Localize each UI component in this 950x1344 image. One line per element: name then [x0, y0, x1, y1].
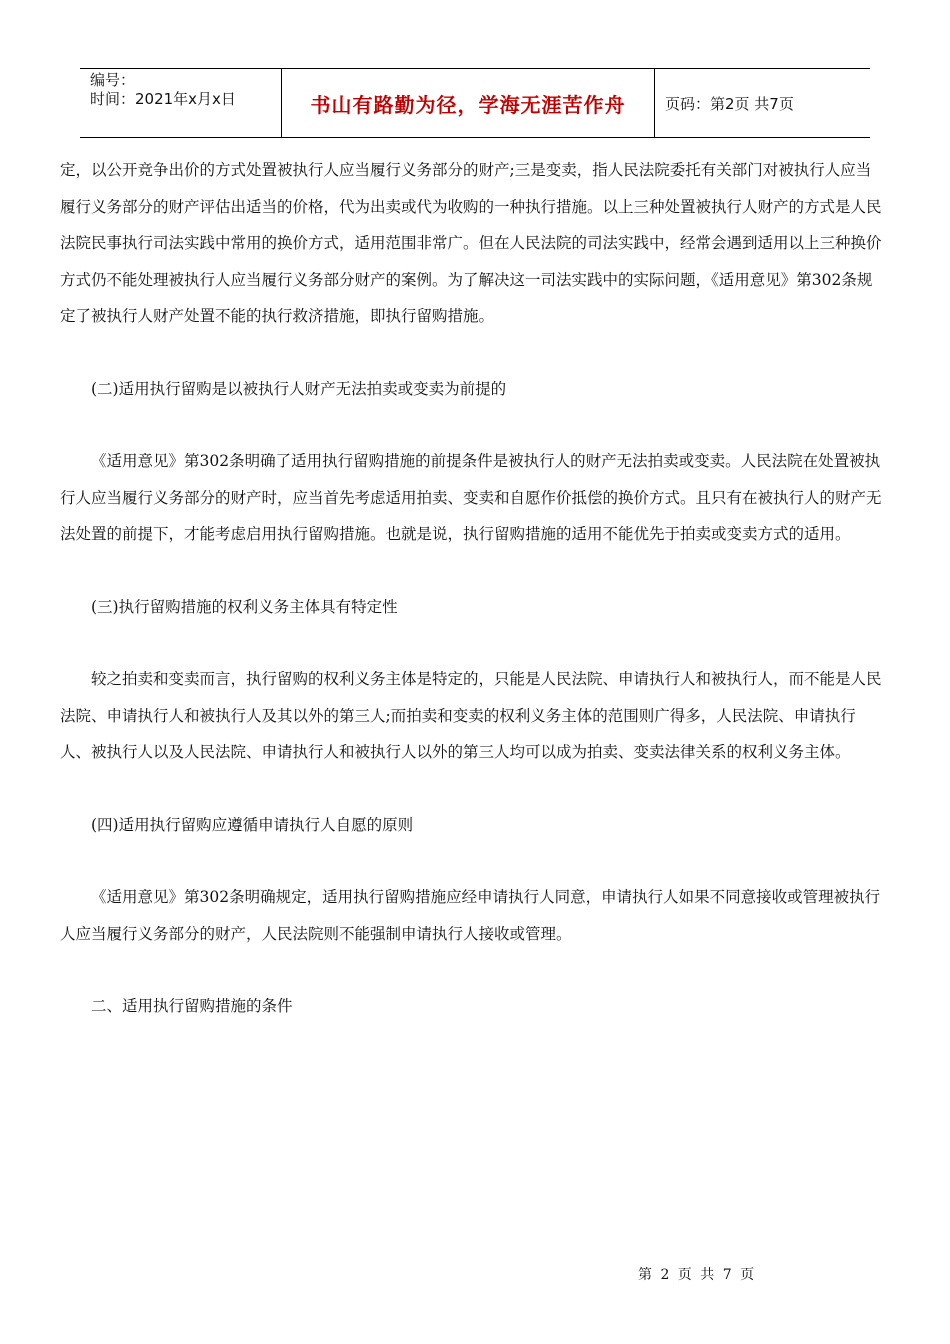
section-heading-3: (三)执行留购措施的权利义务主体具有特定性 — [91, 597, 398, 616]
section-heading-4: (四)适用执行留购应遵循申请执行人自愿的原则 — [91, 815, 414, 834]
header-meta — [80, 69, 282, 137]
page-footer: 第 2 页 共 7 页 — [638, 1267, 757, 1283]
header-page-label: 页码：第2页 共7页 — [665, 94, 794, 113]
document-body — [60, 152, 882, 1025]
body-paragraph-1: 定，以公开竞争出价的方式处置被执行人应当履行义务部分的财产;三是变卖，指人民法院委托有关部门对被执行人应当履行义务部分的财产评估出适当的价格，代为出卖或代为收购的一种执行措施。以上三种处置被执行人财产的方式是人民法院民事执行司法实践中常用的换价方式，适用范围非常广。但在人民法院的司法实践中，经常会遇到适用以上三种换价方式仍不能处理被执行人应当履行义务部分财产的案例。为了解决这一司法实践中的实际问题，《适用意见》第302条规定了被执行人财产处置不能的执行救济措施，即执行留购措施。 — [60, 161, 882, 325]
document-number-label: 编号： — [90, 71, 136, 89]
header-motto: 书山有路勤为径，学海无涯苦作舟 — [310, 92, 626, 117]
document-date-label: 时间：2021年x月x日 — [90, 90, 236, 108]
section-heading-2: (二)适用执行留购是以被执行人财产无法拍卖或变卖为前提的 — [91, 379, 507, 398]
body-paragraph-4: 《适用意见》第302条明确规定，适用执行留购措施应经申请执行人同意，申请执行人如果不同意接收或管理被执行人应当履行义务部分的财产，人民法院则不能强制申请执行人接收或管理。 — [60, 888, 881, 943]
body-paragraph-2: 《适用意见》第302条明确了适用执行留购措施的前提条件是被执行人的财产无法拍卖或变卖。人民法院在处置被执行人应当履行义务部分的财产时，应当首先考虑适用拍卖、变卖和自愿作价抵偿的换价方式。且只有在被执行人的财产无法处置的前提下，才能考虑启用执行留购措施。也就是说，执行留购措施的适用不能优先于拍卖或变卖方式的适用。 — [60, 452, 882, 543]
body-paragraph-3: 较之拍卖和变卖而言，执行留购的权利义务主体是特定的，只能是人民法院、申请执行人和被执行人，而不能是人民法院、申请执行人和被执行人及其以外的第三人;而拍卖和变卖的权利义务主体的范围则广得多，人民法院、申请执行人、被执行人以及人民法院、申请执行人和被执行人以外的第三人均可以成为拍卖、变卖法律关系的权利义务主体。 — [60, 670, 882, 761]
header-page-cell — [655, 69, 870, 137]
document-header — [80, 68, 870, 138]
section-heading-5: 二、适用执行留购措施的条件 — [91, 997, 293, 1015]
header-motto-cell — [282, 69, 655, 137]
